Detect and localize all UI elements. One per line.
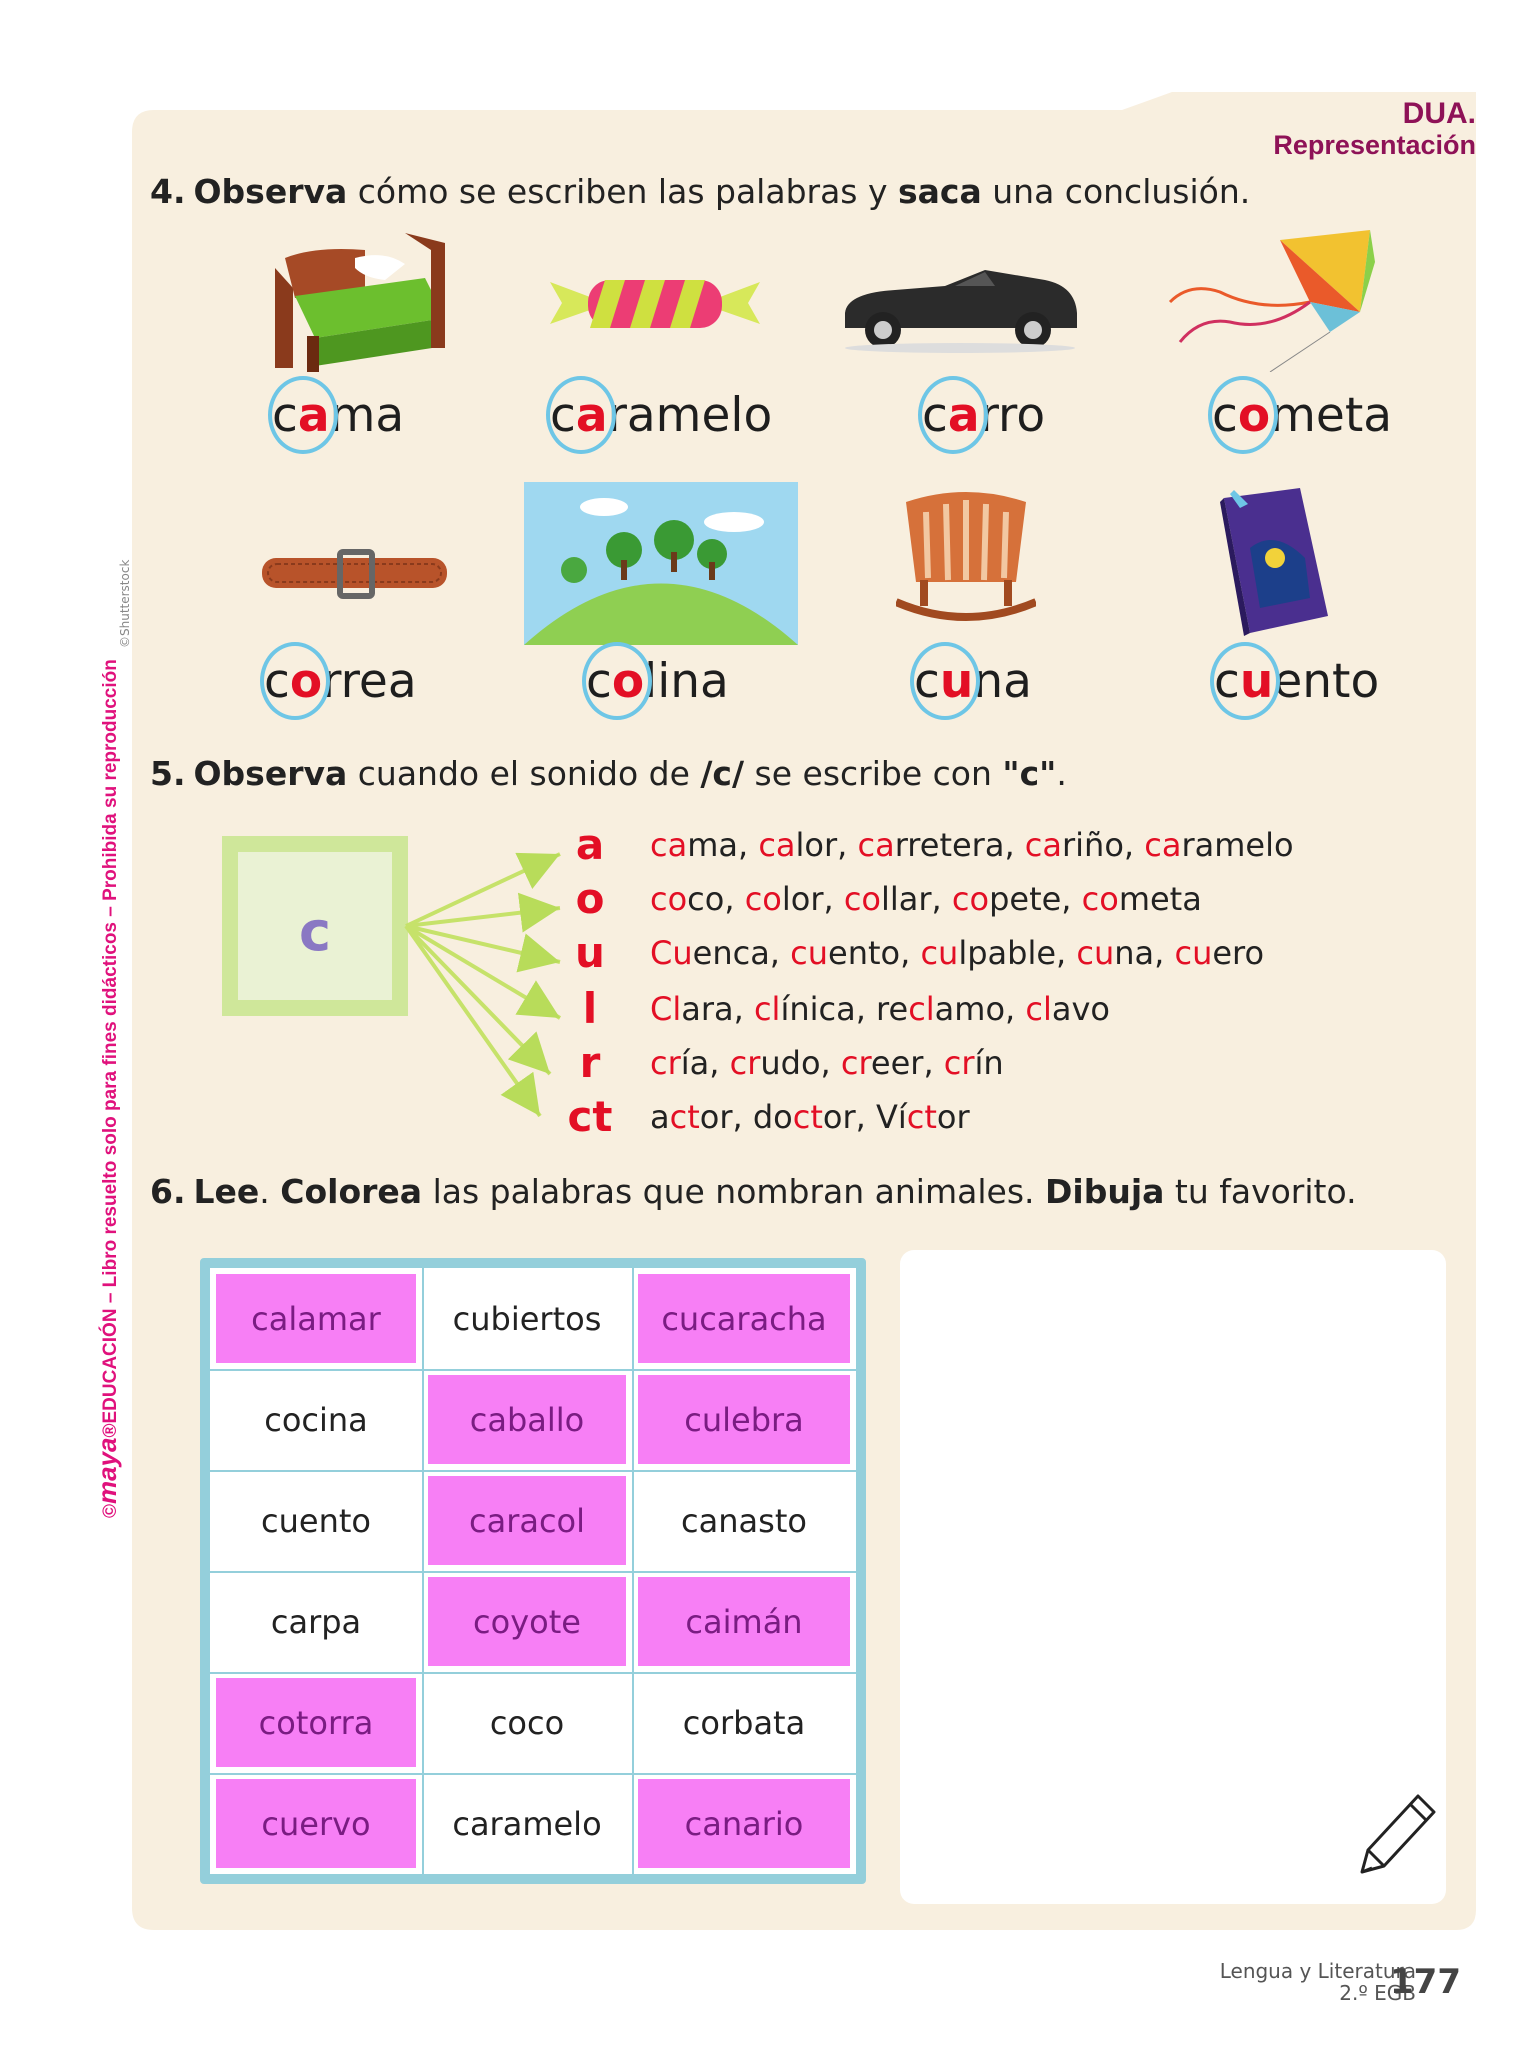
row-divider bbox=[210, 1672, 856, 1674]
word-prefix: c bbox=[586, 654, 612, 709]
letter-c-box bbox=[222, 836, 408, 1016]
q4-instruction bbox=[150, 172, 1250, 211]
word-vowel: u bbox=[939, 654, 974, 709]
highlighted-syllable: co bbox=[1081, 880, 1119, 918]
row-divider bbox=[210, 1470, 856, 1472]
highlighted-syllable: ca bbox=[650, 826, 688, 864]
table-cell[interactable] bbox=[422, 1773, 632, 1874]
word-rest: ma bbox=[329, 388, 405, 443]
example-word bbox=[876, 1098, 970, 1136]
cell-word: carpa bbox=[270, 1602, 362, 1641]
word-rest: ínica bbox=[780, 990, 856, 1028]
highlighted-syllable: ca bbox=[1024, 826, 1062, 864]
highlighted-syllable: Cu bbox=[650, 934, 693, 972]
example-word bbox=[758, 826, 837, 864]
separator: , bbox=[732, 1098, 753, 1136]
example-word bbox=[650, 880, 724, 918]
word-prefix: c bbox=[550, 388, 576, 443]
kite-icon bbox=[1160, 222, 1380, 372]
row-divider bbox=[210, 1571, 856, 1573]
word-ring bbox=[910, 642, 980, 720]
example-word bbox=[745, 880, 824, 918]
highlighted-syllable: ct bbox=[669, 1098, 700, 1136]
example-word bbox=[1076, 934, 1154, 972]
word-rest: or bbox=[699, 1098, 733, 1136]
word-rest: avo bbox=[1051, 990, 1110, 1028]
word-prefix: c bbox=[914, 654, 940, 709]
cell-word: corbata bbox=[682, 1703, 806, 1742]
word-rest: enca bbox=[692, 934, 770, 972]
highlighted-syllable: cu bbox=[1076, 934, 1115, 972]
page-number: 177 bbox=[1390, 1962, 1461, 2002]
highlighted-syllable: cl bbox=[753, 990, 781, 1028]
table-cell[interactable] bbox=[422, 1571, 632, 1672]
example-word bbox=[844, 880, 932, 918]
example-word bbox=[920, 934, 1056, 972]
word-rest: lina bbox=[644, 654, 729, 709]
word-prefix: c bbox=[1214, 654, 1240, 709]
word-colina bbox=[586, 654, 729, 709]
footer-subject: Lengua y Literatura bbox=[1219, 1959, 1416, 1983]
cell-word: caracol bbox=[468, 1501, 586, 1540]
q5-number: 5. bbox=[150, 754, 186, 793]
table-cell[interactable] bbox=[422, 1672, 632, 1773]
vowel-letter-4: r bbox=[579, 1038, 601, 1087]
table-cell[interactable] bbox=[632, 1268, 856, 1369]
cell-word: canasto bbox=[681, 1501, 807, 1540]
separator: , bbox=[855, 1098, 876, 1136]
separator: , bbox=[709, 1044, 730, 1082]
separator: , bbox=[1004, 826, 1025, 864]
separator: , bbox=[855, 990, 877, 1028]
q6-end: tu favorito. bbox=[1164, 1172, 1357, 1211]
belt-icon bbox=[262, 548, 447, 604]
cell-word: cucaracha bbox=[661, 1299, 827, 1338]
cell-word: coco bbox=[489, 1703, 565, 1742]
arrows-diagram bbox=[400, 830, 580, 1130]
word-list-row bbox=[650, 820, 1294, 870]
word-rest: na bbox=[973, 654, 1032, 709]
table-cell[interactable] bbox=[210, 1470, 422, 1571]
table-cell[interactable] bbox=[422, 1369, 632, 1470]
table-cell[interactable] bbox=[210, 1369, 422, 1470]
word-rest: meta bbox=[1270, 388, 1393, 443]
separator: , bbox=[769, 934, 791, 972]
highlighted-syllable: co bbox=[843, 880, 881, 918]
drawing-area[interactable] bbox=[900, 1250, 1446, 1904]
q4-number: 4. bbox=[150, 172, 186, 211]
cell-word: caimán bbox=[685, 1602, 803, 1641]
cell-word: caramelo bbox=[452, 1804, 602, 1843]
table-cell[interactable] bbox=[422, 1268, 632, 1369]
word-correa bbox=[264, 654, 417, 709]
word-vowel: o bbox=[289, 654, 323, 709]
highlighted-syllable: cu bbox=[1174, 934, 1213, 972]
word-ring bbox=[918, 376, 988, 454]
image-credit: ©Shutterstock bbox=[118, 559, 132, 648]
vowel-letter-1: o bbox=[575, 874, 605, 923]
storybook-icon bbox=[1220, 488, 1332, 636]
table-cell[interactable] bbox=[632, 1773, 856, 1874]
q5-verb: Observa bbox=[193, 754, 348, 793]
cell-word: canario bbox=[684, 1804, 804, 1843]
word-prefix: c bbox=[1212, 388, 1238, 443]
word-rest: co bbox=[687, 880, 725, 918]
cell-word: cubiertos bbox=[452, 1299, 602, 1338]
word-rest: lor bbox=[795, 826, 838, 864]
separator: , bbox=[923, 1044, 944, 1082]
word-prefix: c bbox=[264, 654, 290, 709]
word-rest: or bbox=[936, 1098, 970, 1136]
word-prefix: c bbox=[922, 388, 948, 443]
separator: , bbox=[837, 826, 858, 864]
word-ring bbox=[582, 642, 652, 720]
vowel-letter-0: a bbox=[575, 820, 605, 869]
example-word bbox=[730, 1044, 821, 1082]
example-word bbox=[650, 934, 770, 972]
word-rest: ma bbox=[687, 826, 738, 864]
copyright-text: EDUCACIÓN – Libro resuelto solo para fines didácticos – Prohibida su reproducción bbox=[100, 659, 121, 1424]
footer-grade: 2.º EGB bbox=[1339, 1981, 1416, 2005]
word-list-row bbox=[650, 1038, 1004, 1088]
brand-name: maya bbox=[92, 1437, 122, 1504]
highlighted-syllable: co bbox=[951, 880, 990, 918]
word-list-row bbox=[650, 928, 1264, 978]
highlighted-syllable: Cl bbox=[650, 990, 682, 1028]
word-cuento bbox=[1214, 654, 1379, 709]
row-divider bbox=[210, 1773, 856, 1775]
q5-instruction bbox=[150, 754, 1067, 793]
copyright-sidebar bbox=[92, 659, 123, 1518]
q6-instruction bbox=[150, 1172, 1357, 1211]
word-vowel: a bbox=[947, 388, 980, 443]
highlighted-syllable: cl bbox=[908, 990, 935, 1028]
dua-title: DUA. bbox=[1402, 97, 1476, 130]
column-divider bbox=[422, 1268, 424, 1874]
q6-verb2: Colorea bbox=[280, 1172, 423, 1211]
highlighted-syllable: cr bbox=[840, 1044, 871, 1082]
highlighted-syllable: co bbox=[650, 880, 688, 918]
word-rest: ero bbox=[1212, 934, 1265, 972]
registered-symbol: ® bbox=[100, 1423, 121, 1438]
vowel-letter-3: l bbox=[582, 984, 598, 1033]
column-divider bbox=[632, 1268, 634, 1874]
dua-subtitle: Representación bbox=[1273, 130, 1476, 160]
table-cell[interactable] bbox=[632, 1571, 856, 1672]
word-rest: ento bbox=[1273, 654, 1380, 709]
highlighted-syllable: cu bbox=[920, 934, 959, 972]
separator: , bbox=[724, 880, 745, 918]
cell-word: cuervo bbox=[261, 1804, 371, 1843]
table-cell[interactable] bbox=[422, 1470, 632, 1571]
word-rest: ento bbox=[828, 934, 901, 972]
q5-sound: /c/ bbox=[700, 754, 745, 793]
word-ring bbox=[1210, 642, 1280, 720]
highlighted-syllable: ct bbox=[906, 1098, 937, 1136]
word-list-row bbox=[650, 984, 1110, 1034]
example-word bbox=[876, 990, 1005, 1028]
example-word bbox=[753, 1098, 856, 1136]
word-rest: lor bbox=[781, 880, 824, 918]
example-word bbox=[952, 880, 1061, 918]
table-cell[interactable] bbox=[632, 1672, 856, 1773]
cell-word: coyote bbox=[473, 1602, 581, 1641]
word-rest: ía bbox=[680, 1044, 710, 1082]
cell-word: calamar bbox=[251, 1299, 381, 1338]
separator: , bbox=[1154, 934, 1175, 972]
table-cell[interactable] bbox=[632, 1470, 856, 1571]
separator: , bbox=[1056, 934, 1077, 972]
word-vowel: o bbox=[1237, 388, 1271, 443]
q5-mid2: se escribe con bbox=[744, 754, 1003, 793]
separator: , bbox=[1061, 880, 1082, 918]
q6-sep: . bbox=[259, 1172, 281, 1211]
separator: , bbox=[737, 826, 759, 864]
hill-icon bbox=[524, 482, 798, 645]
word-vowel: o bbox=[611, 654, 645, 709]
cell-word: cuento bbox=[261, 1501, 371, 1540]
word-ring bbox=[260, 642, 330, 720]
cell-word: culebra bbox=[684, 1400, 804, 1439]
separator: , bbox=[733, 990, 754, 1028]
word-vowel: a bbox=[575, 388, 608, 443]
word-rest: or bbox=[822, 1098, 856, 1136]
q4-verb1: Observa bbox=[193, 172, 348, 211]
example-word bbox=[790, 934, 900, 972]
word-rest: ín bbox=[974, 1044, 1004, 1082]
q4-end: una conclusión. bbox=[981, 172, 1251, 211]
table-cell[interactable] bbox=[210, 1268, 422, 1369]
example-word bbox=[1174, 934, 1264, 972]
word-rest: llar bbox=[881, 880, 932, 918]
highlighted-syllable: ca bbox=[857, 826, 895, 864]
q5-mid: cuando el sonido de bbox=[347, 754, 701, 793]
highlighted-syllable: cu bbox=[790, 934, 829, 972]
example-word bbox=[650, 1098, 732, 1136]
highlighted-syllable: cr bbox=[943, 1044, 975, 1082]
example-word bbox=[1082, 880, 1202, 918]
word-rest: ramelo bbox=[607, 388, 773, 443]
table-cell[interactable] bbox=[210, 1773, 422, 1874]
separator: , bbox=[1005, 990, 1026, 1028]
q5-end: . bbox=[1056, 754, 1067, 793]
example-word bbox=[944, 1044, 1004, 1082]
bed-icon bbox=[255, 228, 450, 373]
word-cometa bbox=[1212, 388, 1392, 443]
separator: , bbox=[820, 1044, 841, 1082]
word-vowel: a bbox=[297, 388, 330, 443]
highlighted-syllable: cr bbox=[650, 1044, 681, 1082]
q6-mid: las palabras que nombran animales. bbox=[422, 1172, 1045, 1211]
word-prefix: do bbox=[752, 1098, 793, 1136]
highlighted-syllable: ca bbox=[1144, 826, 1182, 864]
vowel-letter-2: u bbox=[575, 928, 605, 977]
example-word bbox=[650, 1044, 709, 1082]
cell-word: cotorra bbox=[258, 1703, 374, 1742]
word-vowel: u bbox=[1239, 654, 1274, 709]
word-rest: rretera bbox=[894, 826, 1005, 864]
word-cuna bbox=[914, 654, 1032, 709]
q5-letter: "c" bbox=[1002, 754, 1057, 793]
separator: , bbox=[900, 934, 921, 972]
example-word bbox=[650, 826, 738, 864]
word-rest: meta bbox=[1118, 880, 1202, 918]
separator: , bbox=[1123, 826, 1145, 864]
highlighted-syllable: ca bbox=[758, 826, 796, 864]
cell-word: caballo bbox=[469, 1400, 585, 1439]
word-prefix: c bbox=[272, 388, 298, 443]
highlighted-syllable: ct bbox=[792, 1098, 823, 1136]
vowel-letter-5: ct bbox=[567, 1092, 613, 1141]
example-word bbox=[841, 1044, 924, 1082]
word-list-row bbox=[650, 1092, 970, 1142]
highlighted-syllable: co bbox=[744, 880, 782, 918]
pencil-icon bbox=[1348, 1780, 1438, 1880]
word-rest: amo bbox=[934, 990, 1006, 1028]
copyright-symbol: © bbox=[100, 1504, 121, 1518]
car-icon bbox=[835, 258, 1085, 353]
word-prefix: re bbox=[876, 990, 909, 1028]
table-cell[interactable] bbox=[210, 1672, 422, 1773]
table-cell[interactable] bbox=[210, 1571, 422, 1672]
word-ring bbox=[546, 376, 616, 454]
word-rest: ramelo bbox=[1181, 826, 1294, 864]
example-word bbox=[650, 990, 734, 1028]
dua-badge bbox=[1273, 98, 1476, 160]
separator: , bbox=[931, 880, 952, 918]
example-word bbox=[858, 826, 1005, 864]
word-table bbox=[200, 1258, 866, 1884]
candy-icon bbox=[550, 272, 760, 334]
highlighted-syllable: cl bbox=[1025, 990, 1052, 1028]
word-rest: na bbox=[1114, 934, 1155, 972]
example-word bbox=[1025, 990, 1110, 1028]
word-rest: rro bbox=[979, 388, 1046, 443]
cradle-icon bbox=[896, 482, 1036, 632]
word-rest: eer bbox=[870, 1044, 924, 1082]
row-divider bbox=[210, 1369, 856, 1371]
word-ring bbox=[268, 376, 338, 454]
cell-word: cocina bbox=[264, 1400, 368, 1439]
word-rest: udo bbox=[760, 1044, 821, 1082]
letter-c: c bbox=[298, 900, 331, 963]
word-rest: lpable bbox=[958, 934, 1057, 972]
word-list-row bbox=[650, 874, 1202, 924]
word-carro bbox=[922, 388, 1045, 443]
separator: , bbox=[823, 880, 844, 918]
word-rest: ara bbox=[681, 990, 734, 1028]
q4-mid: cómo se escriben las palabras y bbox=[347, 172, 899, 211]
word-rest: pete bbox=[989, 880, 1062, 918]
q6-number: 6. bbox=[150, 1172, 186, 1211]
word-prefix: a bbox=[650, 1098, 670, 1136]
example-word bbox=[1025, 826, 1124, 864]
word-prefix: Ví bbox=[875, 1098, 907, 1136]
page-footer bbox=[1220, 1960, 1416, 2004]
example-word bbox=[1144, 826, 1293, 864]
word-caramelo bbox=[550, 388, 772, 443]
word-cama bbox=[272, 388, 404, 443]
example-word bbox=[754, 990, 856, 1028]
q4-verb2: saca bbox=[898, 172, 982, 211]
table-cell[interactable] bbox=[632, 1369, 856, 1470]
word-rest: rrea bbox=[322, 654, 417, 709]
word-rest: riño bbox=[1061, 826, 1124, 864]
highlighted-syllable: cr bbox=[729, 1044, 761, 1082]
word-ring bbox=[1208, 376, 1278, 454]
q6-verb3: Dibuja bbox=[1045, 1172, 1165, 1211]
q6-verb1: Lee bbox=[193, 1172, 260, 1211]
